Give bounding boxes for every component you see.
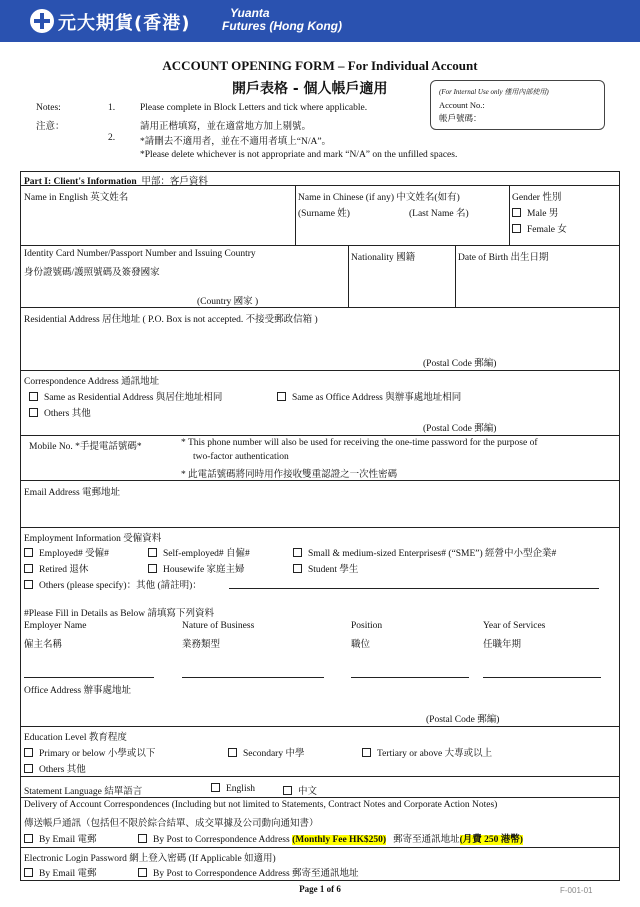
correspondence-others-option[interactable]: Others 其他 — [29, 405, 91, 419]
same-as-residential-option[interactable]: Same as Residential Address 與居住地址相同 — [29, 389, 222, 403]
delivery-label: Delivery of Account Correspondences (Including but not limited to Statements, Contract Notes and Corporate Action Notes) — [24, 800, 498, 810]
account-no-label-cn: 帳戶號碼： — [439, 113, 482, 123]
position-label-cn: 職位 — [351, 640, 371, 650]
primary-option[interactable]: Primary or below 小學或以下 — [24, 745, 155, 759]
employed-option[interactable]: Employed# 受僱# — [24, 545, 109, 559]
tertiary-option[interactable]: Tertiary or above 大專或以上 — [362, 745, 492, 759]
note-2-number: 2. — [108, 133, 116, 143]
notes-label: Notes: — [36, 103, 61, 113]
internal-use-caption: (For Internal Use only 僅用內部使用) — [439, 88, 549, 96]
note-1-number: 1. — [108, 103, 116, 113]
years-of-service-label-cn: 任職年期 — [483, 640, 522, 650]
nature-of-business-field[interactable] — [182, 677, 324, 678]
mobile-note-line1: * This phone number will also be used for receiving the one-time password for the purpose of — [181, 438, 538, 448]
delivery-email-checkbox[interactable] — [24, 834, 33, 843]
name-english-label: Name in English 英文姓名 — [24, 193, 129, 203]
education-label: Education Level 教育程度 — [24, 733, 127, 743]
chinese-checkbox[interactable] — [283, 786, 292, 795]
employer-name-field[interactable] — [24, 677, 154, 678]
mobile-note-line2: two-factor authentication — [193, 452, 289, 462]
note-1-cn: 請用正楷填寫，並在適當地方加上剔號。 — [140, 122, 312, 132]
internal-use-box — [430, 80, 605, 130]
login-email-option[interactable]: By Email 電郵 — [24, 865, 97, 879]
monthly-fee-highlight: (Monthly Fee HK$250) — [292, 835, 386, 845]
e-login-password-label: Electronic Login Password 網上登入密碼 (If Applicable 如適用) — [24, 854, 276, 864]
login-email-checkbox[interactable] — [24, 868, 33, 877]
form-subtitle: 開戶表格 - 個人帳戶適用 — [232, 81, 388, 97]
others-specify-option[interactable]: Others (please specify)：其他 (請註明)： — [24, 577, 202, 591]
residential-address-label: Residential Address 居住地址 ( P.O. Box is not accepted. 不接受郵政信箱 ) — [24, 315, 318, 325]
account-no-label: Account No.: — [439, 100, 485, 110]
dob-label: Date of Birth 出生日期 — [458, 253, 549, 263]
logo-chinese-text: 元大期貨(香港) — [58, 13, 191, 34]
postal-code-office: (Postal Code 郵編) — [426, 715, 500, 725]
correspondence-others-checkbox[interactable] — [29, 408, 38, 417]
yuanta-logo-icon — [30, 9, 54, 33]
email-label: Email Address 電郵地址 — [24, 488, 121, 498]
nature-of-business-label-cn: 業務類型 — [182, 640, 221, 650]
self-employed-checkbox[interactable] — [148, 548, 157, 557]
student-option[interactable]: Student 學生 — [293, 561, 358, 575]
form-title: ACCOUNT OPENING FORM – For Individual Account — [162, 58, 478, 73]
secondary-option[interactable]: Secondary 中學 — [228, 745, 304, 759]
position-label: Position — [351, 621, 383, 631]
mobile-label: Mobile No. *手提電話號碼* — [29, 442, 142, 452]
employment-label: Employment Information 受僱資料 — [24, 534, 162, 544]
student-checkbox[interactable] — [293, 564, 302, 573]
education-others-checkbox[interactable] — [24, 764, 33, 773]
notes-label-cn: 注意： — [36, 122, 65, 132]
gender-label: Gender 性別 — [512, 193, 562, 203]
gender-male-option[interactable]: Male 男 — [512, 205, 558, 219]
same-as-office-option[interactable]: Same as Office Address 與辦事處地址相同 — [277, 389, 461, 403]
note-2-en: *Please delete whichever is not appropriate and mark “N/A” on the unfilled spaces. — [140, 150, 458, 160]
note-2-cn: *請刪去不適用者，並在不適用者填上“N/A”。 — [140, 137, 332, 147]
lastname-label: (Last Name 名) — [409, 209, 469, 219]
logo-english-line2: Futures (Hong Kong) — [222, 19, 342, 33]
fill-details-note: #Please Fill in Details as Below 請填寫下列資料 — [24, 609, 214, 619]
tertiary-checkbox[interactable] — [362, 748, 371, 757]
employed-checkbox[interactable] — [24, 548, 33, 557]
login-post-checkbox[interactable] — [138, 868, 147, 877]
id-number-label: Identity Card Number/Passport Number and Issuing Country — [24, 249, 256, 259]
postal-code-correspondence: (Postal Code 郵編) — [423, 424, 497, 434]
employer-name-label: Employer Name — [24, 621, 87, 631]
header-banner — [0, 0, 640, 42]
postal-code-residential: (Postal Code 郵編) — [423, 359, 497, 369]
mobile-note-cn: * 此電話號碼將同時用作接收雙重認證之一次性密碼 — [181, 470, 398, 480]
delivery-post-option[interactable]: By Post to Correspondence Address (Monthly Fee HK$250) 郵寄至通訊地址(月費 250 港幣) — [138, 831, 523, 845]
housewife-checkbox[interactable] — [148, 564, 157, 573]
surname-label: (Surname 姓) — [298, 209, 350, 219]
monthly-fee-highlight-cn: (月費 250 港幣) — [459, 835, 523, 845]
sme-option[interactable]: Small & medium-sized Enterprises# (“SME”) 經營中小型企業# — [293, 545, 556, 559]
name-chinese-label: Name in Chinese (if any) 中文姓名(如有) — [298, 193, 460, 203]
delivery-post-checkbox[interactable] — [138, 834, 147, 843]
client-information-form — [20, 171, 620, 881]
same-office-checkbox[interactable] — [277, 392, 286, 401]
gender-female-option[interactable]: Female 女 — [512, 221, 567, 235]
statement-language-label: Statement Language 結單語言 — [24, 787, 143, 797]
others-specify-checkbox[interactable] — [24, 580, 33, 589]
male-checkbox[interactable] — [512, 208, 521, 217]
english-checkbox[interactable] — [211, 783, 220, 792]
nationality-label: Nationality 國籍 — [351, 253, 416, 263]
retired-checkbox[interactable] — [24, 564, 33, 573]
same-residential-checkbox[interactable] — [29, 392, 38, 401]
others-specify-field[interactable] — [229, 588, 599, 589]
sme-checkbox[interactable] — [293, 548, 302, 557]
years-of-service-field[interactable] — [483, 677, 601, 678]
delivery-email-option[interactable]: By Email 電郵 — [24, 831, 97, 845]
login-post-option[interactable]: By Post to Correspondence Address 郵寄至通訊地址 — [138, 865, 359, 879]
country-label: (Country 國家 ) — [197, 297, 259, 307]
primary-checkbox[interactable] — [24, 748, 33, 757]
part1-heading: Part I: Client's Information 甲部：客戶資料 — [24, 177, 208, 187]
delivery-label-cn: 傳送帳戶通訊（包括但不限於綜合結單、成交單據及公司動向通知書） — [24, 819, 319, 829]
education-others-option[interactable]: Others 其他 — [24, 761, 86, 775]
page-number: Page 1 of 6 — [299, 884, 341, 894]
chinese-option[interactable]: 中文 — [283, 783, 317, 797]
note-1-en: Please complete in Block Letters and tick where applicable. — [140, 103, 368, 113]
form-reference-code: F-001-01 — [560, 886, 593, 895]
english-option[interactable]: English — [211, 783, 255, 794]
housewife-option[interactable]: Housewife 家庭主婦 — [148, 561, 245, 575]
years-of-service-label: Year of Services — [483, 621, 546, 631]
retired-option[interactable]: Retired 退休 — [24, 561, 88, 575]
self-employed-option[interactable]: Self-employed# 自僱# — [148, 545, 250, 559]
position-field[interactable] — [351, 677, 469, 678]
correspondence-address-label: Correspondence Address 通訊地址 — [24, 377, 160, 387]
female-checkbox[interactable] — [512, 224, 521, 233]
id-number-label-cn: 身份證號碼/護照號碼及簽發國家 — [24, 268, 160, 278]
logo-english-line1: Yuanta — [230, 6, 270, 20]
office-address-label: Office Address 辦事處地址 — [24, 686, 131, 696]
nature-of-business-label: Nature of Business — [182, 621, 255, 631]
secondary-checkbox[interactable] — [228, 748, 237, 757]
employer-name-label-cn: 僱主名稱 — [24, 640, 63, 650]
